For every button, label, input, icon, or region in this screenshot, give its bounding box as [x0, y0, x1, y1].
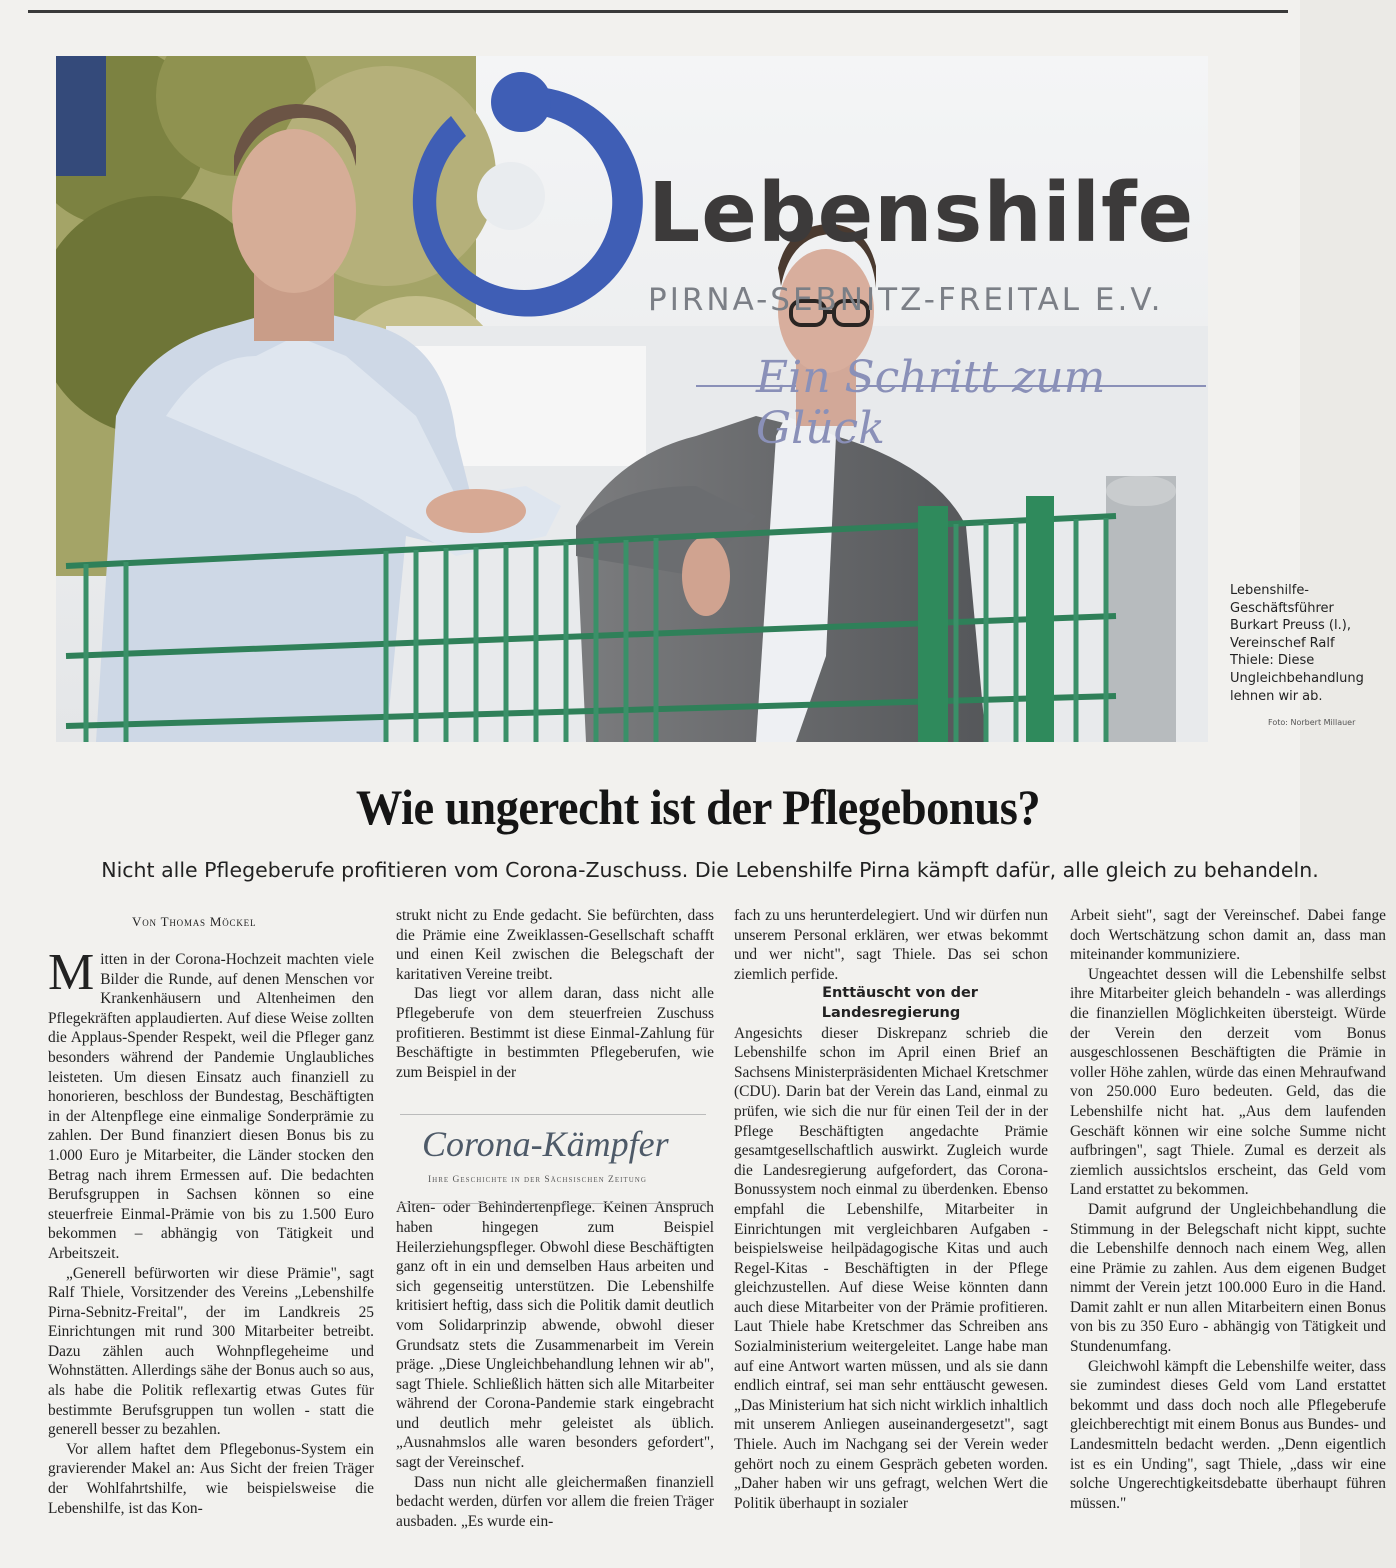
series-box	[400, 1114, 706, 1204]
paragraph: strukt nicht zu Ende gedacht. Sie befürchten, dass die Prämie eine Zweiklassen-Gesellschaft schafft und einen Keil zwischen die Belegschaft der karitativen Vereine treibt.	[396, 907, 714, 983]
column-4	[1070, 906, 1386, 1513]
headline: Wie ungerecht ist der Pflegebonus?	[355, 779, 1041, 835]
logo-wordmark: Lebenshilfe	[648, 166, 1195, 261]
paragraph: Alten- oder Behindertenpflege. Keinen Anspruch haben hingegen zum Beispiel Heilerziehungspfleger. Obwohl diese Beschäftigten ganz oft in ein und demselben Haus arbeiten und sich gegenseitig unterstützen. Die Lebenshilfe kritisiert heftig, dass sich die Politik damit deutlich vom Solidarprinzip abwende, obwohl dieser Grundsatz stets die Zusammenarbeit im Verein präge. „Diese Ungleichbehandlung lehnen wir ab", sagt Thiele. Schließlich hätten sich alle Mitarbeiter während der Corona-Pandemie stark eingebracht und deutlich mehr geleistet als üblich. „Ausnahmslos alle waren besonders gefordert", sagt der Vereinschef.	[396, 1199, 714, 1472]
paragraph: fach zu uns herunterdelegiert. Und wir dürfen nun unserem Personal erklären, wer etwas bekommt und wer nicht", sagt Thiele. Das sei schon ziemlich perfide.	[734, 907, 1048, 983]
series-title: Corona-Kämpfer	[422, 1124, 669, 1164]
series-subtitle: Ihre Geschichte in der Sächsischen Zeitung	[428, 1175, 647, 1185]
paragraph: Ungeachtet dessen will die Lebenshilfe selbst ihre Mitarbeiter gleich behandeln - was allerdings die finanziellen Möglichkeiten übersteigt. Würde der Verein den derzeit vom Bonus ausgeschlossenen Beschäftigten die Prämie in voller Höhe zahlen, würde das einen Mehraufwand von 250.000 Euro bedeuten. Geld, das die Lebenshilfe nicht hat. „Aus dem laufenden Geschäft können wir eine solche Summe nicht aufbringen", sagt Thiele. Zumal es derzeit als ziemlich aussichtslos erscheint, das Geld vom Land erstattet zu bekommen.	[1070, 965, 1386, 1199]
paragraph: Damit aufgrund der Ungleichbehandlung die Stimmung in der Belegschaft nicht kippt, suchte die Lebenshilfe dennoch nach einem Weg, allen eine Prämie zu zahlen. Aus dem eigenen Budget nimmt der Verein jetzt 100.000 Euro in die Hand. Damit zahlt er nun allen Mitarbeitern einen Bonus von bis zu 350 Euro - abhängig von Tätigkeit und Stundenumfang.	[1070, 1200, 1386, 1356]
subheadline: Nicht alle Pflegeberufe profitieren vom Corona-Zuschuss. Die Lebenshilfe Pirna kämpft dafür, alle gleich zu behandeln.	[101, 858, 1319, 882]
top-rule	[28, 10, 1288, 13]
section-subtitle: Enttäuscht von der Landesregierung	[821, 985, 978, 1021]
paragraph	[48, 944, 374, 1264]
paragraph: Dass nun nicht alle gleichermaßen finanziell bedacht werden, dürfen vor allem die freien Träger ausbaden. „Es wurde ein-	[396, 1473, 714, 1530]
logo-subtitle: PIRNA-SEBNITZ-FREITAL E.V.	[648, 282, 1164, 318]
photo-credit: Foto: Norbert Millauer	[1268, 718, 1356, 727]
logo-slogan: Ein Schritt zum Glück	[756, 352, 1106, 454]
paragraph: Vor allem haftet dem Pflegebonus-System ein gravierender Makel an: Aus Sicht der freien Träger der Wohlfahrtshilfe, wie beispielsweise die Lebenshilfe, ist das Kon-	[48, 1440, 374, 1517]
drop-cap: M	[48, 944, 95, 1001]
paragraph: Arbeit sieht", sagt der Vereinschef. Dabei fange doch Wertschätzung schon damit an, dass man miteinander kommuniziere.	[1070, 907, 1386, 964]
paragraph: Angesichts dieser Diskrepanz schrieb die Lebenshilfe schon im April einen Brief an Sachsens Ministerpräsidenten Michael Kretschmer (CDU). Darin bat der Verein das Land, einmal zu prüfen, wie sich die nur für einen Teil der in der Pflege Beschäftigten angedachte Prämie gesamtgesellschaftlich auswirkt. Zugleich wurde die Landesregierung aufgefordert, das Corona-Bonussystem noch einmal zu überdenken. Ebenso empfahl die Lebenshilfe, Mitarbeiter in Einrichtungen mit vergleichbaren Aufgaben - beispielsweise heilpädagogische Kitas und auch Regel-Kitas - Beschäftigten in der Pflege gleichzustellen. Auf diese Weise könnten dann auch diese Mitarbeiter von der Prämie profitieren. Laut Thiele habe Kretschmer das Schreiben ans Sozialministerium weitergeleitet. Lange habe man auf eine Antwort warten müssen, und als sie dann endlich eintraf, sei man sehr enttäuscht gewesen. „Das Ministerium hat sich nicht wirklich inhaltlich mit unserem Anliegen auseinandergesetzt", sagt Thiele. Auch im Nachgang sei der Verein weder gehört noch zu einem Gespräch gebeten worden. „Daher haben wir uns gefragt, welchen Wert die Politik überhaupt in sozialer	[734, 1024, 1048, 1512]
column-1	[48, 944, 374, 1518]
paragraph: „Generell befürworten wir diese Prämie", sagt Ralf Thiele, Vorsitzender des Vereins „Lebenshilfe Pirna-Sebnitz-Freital", der im Landkreis 25 Einrichtungen mit rund 300 Mitarbeiter betreibt. Dazu zählen auch Wohnpflegeheime und Wohnstätten. Allerdings sähe der Bonus auch so aus, als habe die Politik reflexartig etwas Gutes für bestimmte Berufsgruppen tun wollen - statt die generell besser zu bezahlen.	[48, 1264, 374, 1439]
photo-caption: Lebenshilfe-Geschäftsführer Burkart Preuss (l.), Vereinschef Ralf Thiele: Diese Ungleichbehandlung lehnen wir ab.	[1230, 583, 1364, 704]
paragraph: Gleichwohl kämpft die Lebenshilfe weiter, dass sie zumindest dieses Geld vom Land erstattet bekommt und dass doch noch alle Pflegeberufe gleichberechtigt mit einem Bonus aus Bundes- und Landesmitteln bedacht werden. „Denn eigentlich ist es ein Unding", sagt Thiele, „dass wir eine solche Ungerechtigkeitsdebatte überhaupt führen müssen."	[1070, 1357, 1386, 1512]
paragraph: Das liegt vor allem daran, dass nicht alle Pflegeberufe von dem steuerfreien Zuschuss profitieren. Bestimmt ist diese Einmal-Zahlung für Beschäftigte in bestimmten Pflegeberufen, wie zum Beispiel in der	[396, 985, 714, 1081]
byline: Von Thomas Möckel	[132, 914, 257, 929]
column-2	[396, 906, 714, 1531]
paragraph-text: itten in der Corona-Hochzeit machten viele Bilder die Runde, auf denen Menschen vor Krankenhäusern und Altenheimen den Pflegekräften applaudierten. Auf diese Weise zollten die Applaus-Spender Respekt, weil die Pfleger ganz besonders während der Pandemie Unglaubliches leisteten. Um diesen Einsatz auch finanziell zu honorieren, beschloss der Bundestag, Beschäftigten in der Altenpflege eine einmalige Sonderprämie zu zahlen. Der Bund finanziert diesen Bonus bis zu 1.000 Euro je Mitarbeiter, die Länder stocken den Betrag nach ihrem Ermessen auf. Die bedachten Berufsgruppen in Sachsen können so eine steuerfreie Einmal-Prämie von bis zu 1.500 Euro bekommen – abhängig von Tätigkeit und Arbeitszeit.	[48, 951, 374, 1262]
column-3	[734, 906, 1048, 1513]
article-photo	[56, 56, 1208, 742]
